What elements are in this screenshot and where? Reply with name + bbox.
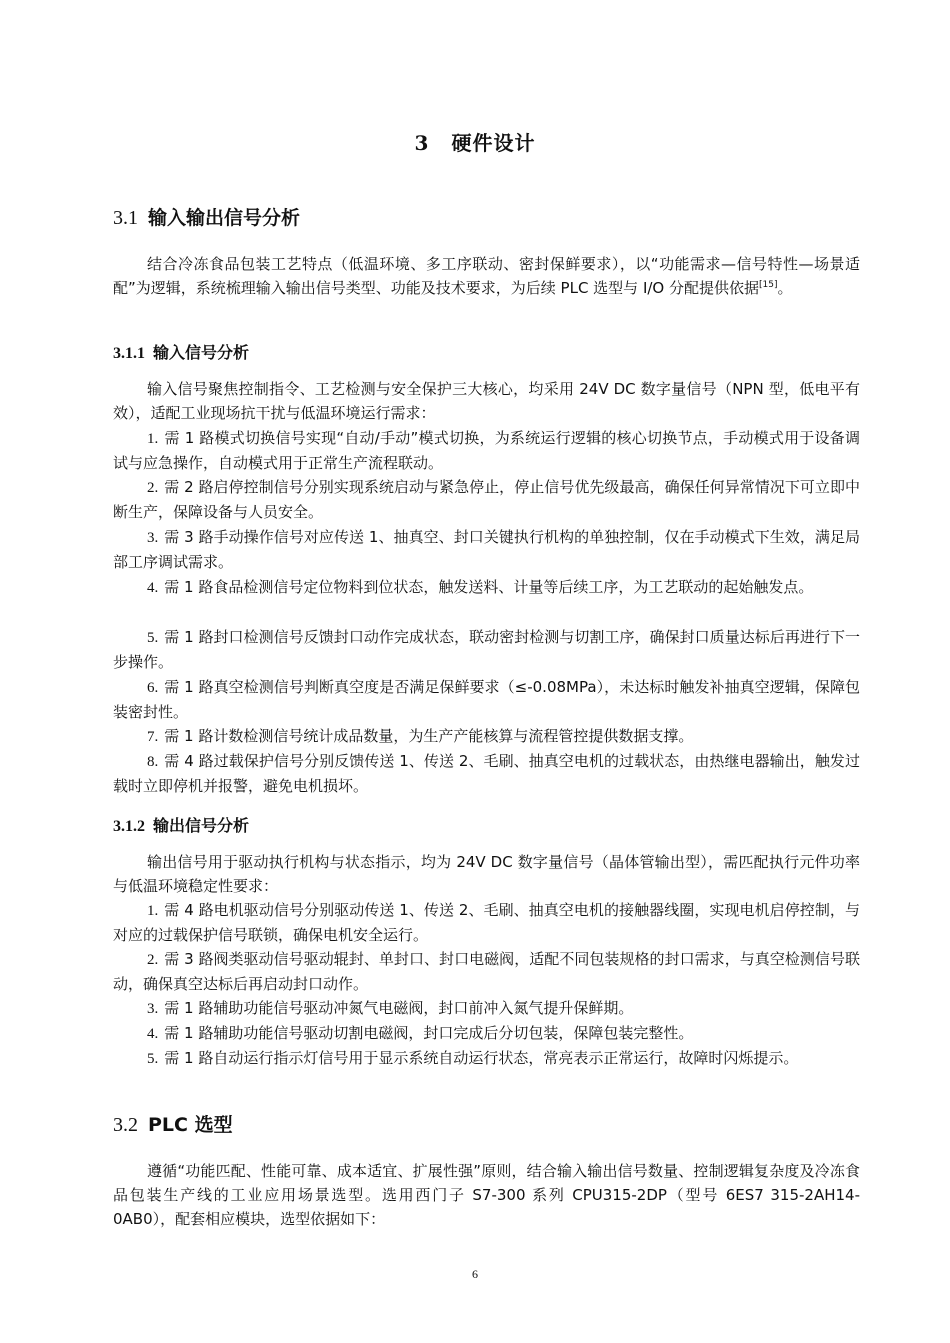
subsection-3-1-1-intro: 输入信号聚焦控制指令、工艺检测与安全保护三大核心，均采用 24V DC 数字量信号（NPN 型，低电平有效），适配工业现场抗干扰与低温环境运行需求： [113,380,860,422]
item-text: 需 1 路辅助功能信号驱动冲氮气电磁阀，封口前冲入氮气提升保鲜期。 [164,999,634,1017]
item-text: 需 1 路自动运行指示灯信号用于显示系统自动运行状态，常亮表示正常运行，故障时闪烁提示。 [164,1049,799,1067]
item-number: 1. [147,903,159,919]
section-3-2-intro: 遵循“功能匹配、性能可靠、成本适宜、扩展性强”原则，结合输入输出信号数量、控制逻辑复杂度及冷冻食品包装生产线的工业应用场景选型。选用西门子 S7-300 系列 CPU315-2DP（型号 6ES7 315-2AH14-0AB0），配套相应模块，选型依据如下： [113,1162,860,1228]
chapter-number: 3 [414,131,430,155]
subsection-number: 3.1.2 [113,818,145,835]
item-number: 4. [147,580,159,596]
section-number: 3.2 [113,1114,138,1136]
intro-end: 。 [777,279,793,297]
item-text: 需 1 路计数检测信号统计成品数量，为生产产能核算与流程管控提供数据支撑。 [164,727,694,745]
item-text: 需 3 路阀类驱动信号驱动辊封、单封口、封口电磁阀，适配不同包装规格的封口需求，与真空检测信号联动，确保真空达标后再启动封口动作。 [113,950,860,993]
list-item [113,749,860,798]
list-item [113,947,860,996]
chapter-heading [0,127,950,156]
chapter-title: 硬件设计 [451,131,536,155]
list-item [113,898,860,947]
item-number: 4. [147,1026,159,1042]
list-item [113,475,860,524]
subsection-3-1-1-heading [113,340,249,363]
section-3-2-heading [113,1110,233,1137]
list-item [113,625,860,674]
list-item [113,1021,860,1046]
section-title: PLC 选型 [148,1114,233,1136]
item-number: 7. [147,729,159,745]
intro-text: 结合冷冻食品包装工艺特点（低温环境、多工序联动、密封保鲜要求），以“功能需求—信号特性—场景适配”为逻辑，系统梳理输入输出信号类型、功能及技术要求，为后续 PLC 选型与 I/O 分配提供依据 [113,255,860,297]
item-text: 需 4 路过载保护信号分别反馈传送 1、传送 2、毛刷、抽真空电机的过载状态，由热继电器输出，触发过载时立即停机并报警，避免电机损坏。 [113,752,860,795]
item-text: 需 2 路启停控制信号分别实现系统启动与紧急停止，停止信号优先级最高，确保任何异常情况下可立即中断生产，保障设备与人员安全。 [113,478,860,521]
item-number: 5. [147,630,159,646]
list-item [113,996,860,1021]
item-number: 1. [147,431,159,447]
subsection-number: 3.1.1 [113,345,145,362]
item-number: 2. [147,480,159,496]
section-number: 3.1 [113,207,138,229]
item-number: 8. [147,754,159,770]
section-3-1-heading [113,203,300,230]
subsection-title: 输入信号分析 [153,343,250,362]
item-text: 需 1 路真空检测信号判断真空度是否满足保鲜要求（≤-0.08MPa），未达标时触发补抽真空逻辑，保障包装密封性。 [113,678,860,721]
subsection-3-1-2-intro: 输出信号用于驱动执行机构与状态指示，均为 24V DC 数字量信号（晶体管输出型），需匹配执行元件功率与低温环境稳定性要求： [113,853,860,895]
list-item [113,426,860,475]
list-item [113,525,860,574]
page-number: 6 [472,1267,478,1281]
item-text: 需 1 路封口检测信号反馈封口动作完成状态，联动密封检测与切割工序，确保封口质量达标后再进行下一步操作。 [113,628,860,671]
list-item [113,1046,860,1071]
subsection-3-1-2-heading [113,813,249,836]
section-title: 输入输出信号分析 [148,207,301,229]
section-3-1-intro [113,252,860,300]
item-number: 3. [147,1001,159,1017]
item-number: 5. [147,1051,159,1067]
item-text: 需 1 路辅助功能信号驱动切割电磁阀，封口完成后分切包装，保障包装完整性。 [164,1024,694,1042]
list-item [113,724,860,749]
list-item [113,575,860,600]
item-text: 需 3 路手动操作信号对应传送 1、抽真空、封口关键执行机构的单独控制，仅在手动模式下生效，满足局部工序调试需求。 [113,528,860,571]
item-text: 需 1 路食品检测信号定位物料到位状态，触发送料、计量等后续工序，为工艺联动的起始触发点。 [164,578,814,596]
item-text: 需 4 路电机驱动信号分别驱动传送 1、传送 2、毛刷、抽真空电机的接触器线圈，实现电机启停控制，与对应的过载保护信号联锁，确保电机安全运行。 [113,901,860,944]
item-number: 6. [147,680,159,696]
item-text: 需 1 路模式切换信号实现“自动/手动”模式切换，为系统运行逻辑的核心切换节点，手动模式用于设备调试与应急操作，自动模式用于正常生产流程联动。 [113,429,860,472]
item-number: 3. [147,530,159,546]
subsection-title: 输出信号分析 [153,816,250,835]
citation: [15] [759,280,778,290]
item-number: 2. [147,952,159,968]
list-item [113,675,860,724]
